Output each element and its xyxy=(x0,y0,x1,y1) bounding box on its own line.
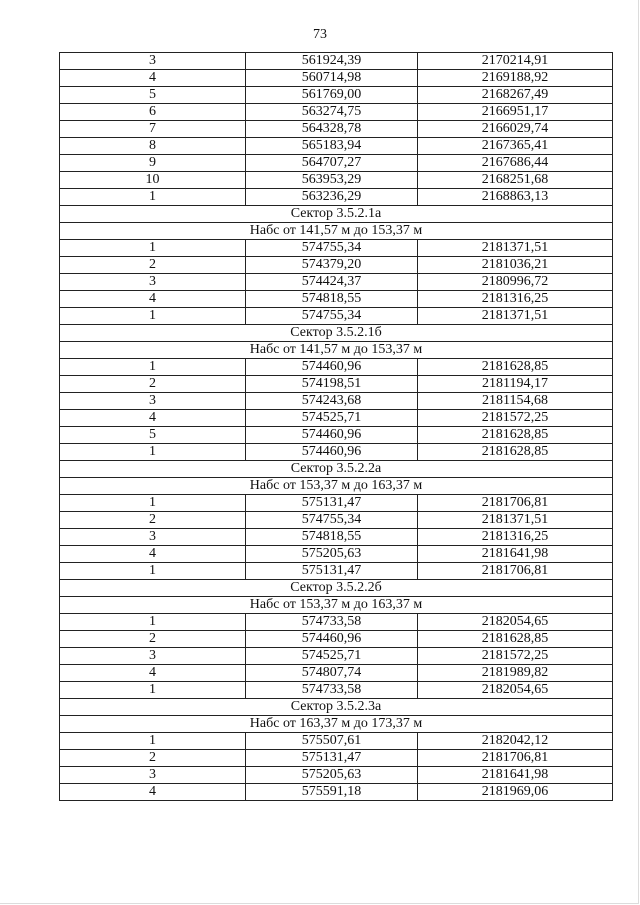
y-coordinate-cell: 2181572,25 xyxy=(418,410,613,427)
x-coordinate-cell: 574460,96 xyxy=(246,444,418,461)
table-row xyxy=(60,648,613,665)
x-coordinate-cell: 565183,94 xyxy=(246,138,418,155)
x-coordinate-cell: 560714,98 xyxy=(246,70,418,87)
x-coordinate-cell: 574755,34 xyxy=(246,308,418,325)
table-row xyxy=(60,138,613,155)
point-number-cell: 1 xyxy=(60,682,246,699)
y-coordinate-cell: 2170214,91 xyxy=(418,53,613,70)
table-row xyxy=(60,733,613,750)
table-row xyxy=(60,104,613,121)
table-row xyxy=(60,257,613,274)
y-coordinate-cell: 2181706,81 xyxy=(418,750,613,767)
point-number-cell: 7 xyxy=(60,121,246,138)
x-coordinate-cell: 574460,96 xyxy=(246,631,418,648)
y-coordinate-cell: 2181036,21 xyxy=(418,257,613,274)
table-row xyxy=(60,308,613,325)
point-number-cell: 3 xyxy=(60,393,246,410)
x-coordinate-cell: 574379,20 xyxy=(246,257,418,274)
x-coordinate-cell: 575131,47 xyxy=(246,563,418,580)
point-number-cell: 1 xyxy=(60,359,246,376)
page-number: 73 xyxy=(313,27,327,42)
point-number-cell: 4 xyxy=(60,665,246,682)
y-coordinate-cell: 2182042,12 xyxy=(418,733,613,750)
point-number-cell: 5 xyxy=(60,427,246,444)
x-coordinate-cell: 574733,58 xyxy=(246,614,418,631)
x-coordinate-cell: 574424,37 xyxy=(246,274,418,291)
point-number-cell: 2 xyxy=(60,376,246,393)
section-heading-row xyxy=(60,478,613,495)
x-coordinate-cell: 574525,71 xyxy=(246,410,418,427)
y-coordinate-cell: 2181989,82 xyxy=(418,665,613,682)
y-coordinate-cell: 2181706,81 xyxy=(418,495,613,512)
point-number-cell: 10 xyxy=(60,172,246,189)
x-coordinate-cell: 561924,39 xyxy=(246,53,418,70)
x-coordinate-cell: 575205,63 xyxy=(246,767,418,784)
point-number-cell: 3 xyxy=(60,648,246,665)
y-coordinate-cell: 2167686,44 xyxy=(418,155,613,172)
y-coordinate-cell: 2181316,25 xyxy=(418,291,613,308)
table-row xyxy=(60,665,613,682)
x-coordinate-cell: 574807,74 xyxy=(246,665,418,682)
table-row xyxy=(60,427,613,444)
point-number-cell: 4 xyxy=(60,291,246,308)
x-coordinate-cell: 575205,63 xyxy=(246,546,418,563)
table-row xyxy=(60,393,613,410)
x-coordinate-cell: 561769,00 xyxy=(246,87,418,104)
x-coordinate-cell: 564707,27 xyxy=(246,155,418,172)
x-coordinate-cell: 574460,96 xyxy=(246,359,418,376)
y-coordinate-cell: 2168863,13 xyxy=(418,189,613,206)
section-heading: Набс от 163,37 м до 173,37 м xyxy=(60,716,613,733)
y-coordinate-cell: 2181371,51 xyxy=(418,240,613,257)
x-coordinate-cell: 574460,96 xyxy=(246,427,418,444)
y-coordinate-cell: 2166951,17 xyxy=(418,104,613,121)
x-coordinate-cell: 575591,18 xyxy=(246,784,418,801)
point-number-cell: 6 xyxy=(60,104,246,121)
table-row xyxy=(60,529,613,546)
y-coordinate-cell: 2181316,25 xyxy=(418,529,613,546)
point-number-cell: 3 xyxy=(60,767,246,784)
point-number-cell: 2 xyxy=(60,257,246,274)
table-row xyxy=(60,240,613,257)
table-row xyxy=(60,410,613,427)
point-number-cell: 3 xyxy=(60,529,246,546)
y-coordinate-cell: 2181628,85 xyxy=(418,427,613,444)
table-row xyxy=(60,70,613,87)
section-heading: Сектор 3.5.2.2а xyxy=(60,461,613,478)
table-row xyxy=(60,444,613,461)
point-number-cell: 4 xyxy=(60,546,246,563)
x-coordinate-cell: 574755,34 xyxy=(246,512,418,529)
y-coordinate-cell: 2181154,68 xyxy=(418,393,613,410)
table-row xyxy=(60,155,613,172)
y-coordinate-cell: 2168251,68 xyxy=(418,172,613,189)
section-heading: Набс от 141,57 м до 153,37 м xyxy=(60,223,613,240)
table-row xyxy=(60,359,613,376)
point-number-cell: 1 xyxy=(60,614,246,631)
section-heading-row xyxy=(60,580,613,597)
x-coordinate-cell: 563236,29 xyxy=(246,189,418,206)
table-row xyxy=(60,767,613,784)
x-coordinate-cell: 563274,75 xyxy=(246,104,418,121)
table-row xyxy=(60,172,613,189)
x-coordinate-cell: 564328,78 xyxy=(246,121,418,138)
point-number-cell: 4 xyxy=(60,70,246,87)
section-heading: Набс от 141,57 м до 153,37 м xyxy=(60,342,613,359)
section-heading-row xyxy=(60,223,613,240)
x-coordinate-cell: 575507,61 xyxy=(246,733,418,750)
point-number-cell: 1 xyxy=(60,240,246,257)
section-heading: Набс от 153,37 м до 163,37 м xyxy=(60,597,613,614)
x-coordinate-cell: 574243,68 xyxy=(246,393,418,410)
point-number-cell: 8 xyxy=(60,138,246,155)
table-row xyxy=(60,121,613,138)
point-number-cell: 5 xyxy=(60,87,246,104)
x-coordinate-cell: 574818,55 xyxy=(246,529,418,546)
table-row xyxy=(60,631,613,648)
x-coordinate-cell: 575131,47 xyxy=(246,750,418,767)
point-number-cell: 2 xyxy=(60,512,246,529)
section-heading-row xyxy=(60,325,613,342)
point-number-cell: 3 xyxy=(60,274,246,291)
point-number-cell: 1 xyxy=(60,189,246,206)
y-coordinate-cell: 2181371,51 xyxy=(418,512,613,529)
y-coordinate-cell: 2181628,85 xyxy=(418,631,613,648)
y-coordinate-cell: 2180996,72 xyxy=(418,274,613,291)
x-coordinate-cell: 574733,58 xyxy=(246,682,418,699)
point-number-cell: 1 xyxy=(60,495,246,512)
y-coordinate-cell: 2181628,85 xyxy=(418,359,613,376)
table-row xyxy=(60,682,613,699)
table-row xyxy=(60,614,613,631)
point-number-cell: 1 xyxy=(60,733,246,750)
y-coordinate-cell: 2181194,17 xyxy=(418,376,613,393)
table-row xyxy=(60,291,613,308)
point-number-cell: 9 xyxy=(60,155,246,172)
point-number-cell: 1 xyxy=(60,308,246,325)
y-coordinate-cell: 2167365,41 xyxy=(418,138,613,155)
x-coordinate-cell: 574818,55 xyxy=(246,291,418,308)
table-row xyxy=(60,512,613,529)
x-coordinate-cell: 563953,29 xyxy=(246,172,418,189)
y-coordinate-cell: 2182054,65 xyxy=(418,614,613,631)
y-coordinate-cell: 2169188,92 xyxy=(418,70,613,87)
table-row xyxy=(60,376,613,393)
table-row xyxy=(60,189,613,206)
x-coordinate-cell: 574755,34 xyxy=(246,240,418,257)
point-number-cell: 4 xyxy=(60,410,246,427)
table-row xyxy=(60,563,613,580)
section-heading: Набс от 153,37 м до 163,37 м xyxy=(60,478,613,495)
table-row xyxy=(60,274,613,291)
point-number-cell: 2 xyxy=(60,750,246,767)
section-heading-row xyxy=(60,597,613,614)
table-row xyxy=(60,53,613,70)
y-coordinate-cell: 2166029,74 xyxy=(418,121,613,138)
section-heading-row xyxy=(60,699,613,716)
x-coordinate-cell: 574525,71 xyxy=(246,648,418,665)
table-row xyxy=(60,87,613,104)
section-heading-row xyxy=(60,461,613,478)
y-coordinate-cell: 2181641,98 xyxy=(418,546,613,563)
table-row xyxy=(60,784,613,801)
y-coordinate-cell: 2181706,81 xyxy=(418,563,613,580)
section-heading: Сектор 3.5.2.1а xyxy=(60,206,613,223)
section-heading-row xyxy=(60,206,613,223)
y-coordinate-cell: 2181371,51 xyxy=(418,308,613,325)
point-number-cell: 1 xyxy=(60,563,246,580)
table-row xyxy=(60,495,613,512)
point-number-cell: 1 xyxy=(60,444,246,461)
y-coordinate-cell: 2181641,98 xyxy=(418,767,613,784)
section-heading-row xyxy=(60,716,613,733)
point-number-cell: 3 xyxy=(60,53,246,70)
y-coordinate-cell: 2168267,49 xyxy=(418,87,613,104)
section-heading: Сектор 3.5.2.3а xyxy=(60,699,613,716)
y-coordinate-cell: 2181572,25 xyxy=(418,648,613,665)
section-heading-row xyxy=(60,342,613,359)
section-heading: Сектор 3.5.2.1б xyxy=(60,325,613,342)
point-number-cell: 2 xyxy=(60,631,246,648)
table-row xyxy=(60,750,613,767)
x-coordinate-cell: 575131,47 xyxy=(246,495,418,512)
y-coordinate-cell: 2181969,06 xyxy=(418,784,613,801)
table-row xyxy=(60,546,613,563)
point-number-cell: 4 xyxy=(60,784,246,801)
x-coordinate-cell: 574198,51 xyxy=(246,376,418,393)
coordinates-table xyxy=(59,52,613,801)
section-heading: Сектор 3.5.2.2б xyxy=(60,580,613,597)
y-coordinate-cell: 2182054,65 xyxy=(418,682,613,699)
y-coordinate-cell: 2181628,85 xyxy=(418,444,613,461)
coordinates-table-body xyxy=(60,53,613,801)
